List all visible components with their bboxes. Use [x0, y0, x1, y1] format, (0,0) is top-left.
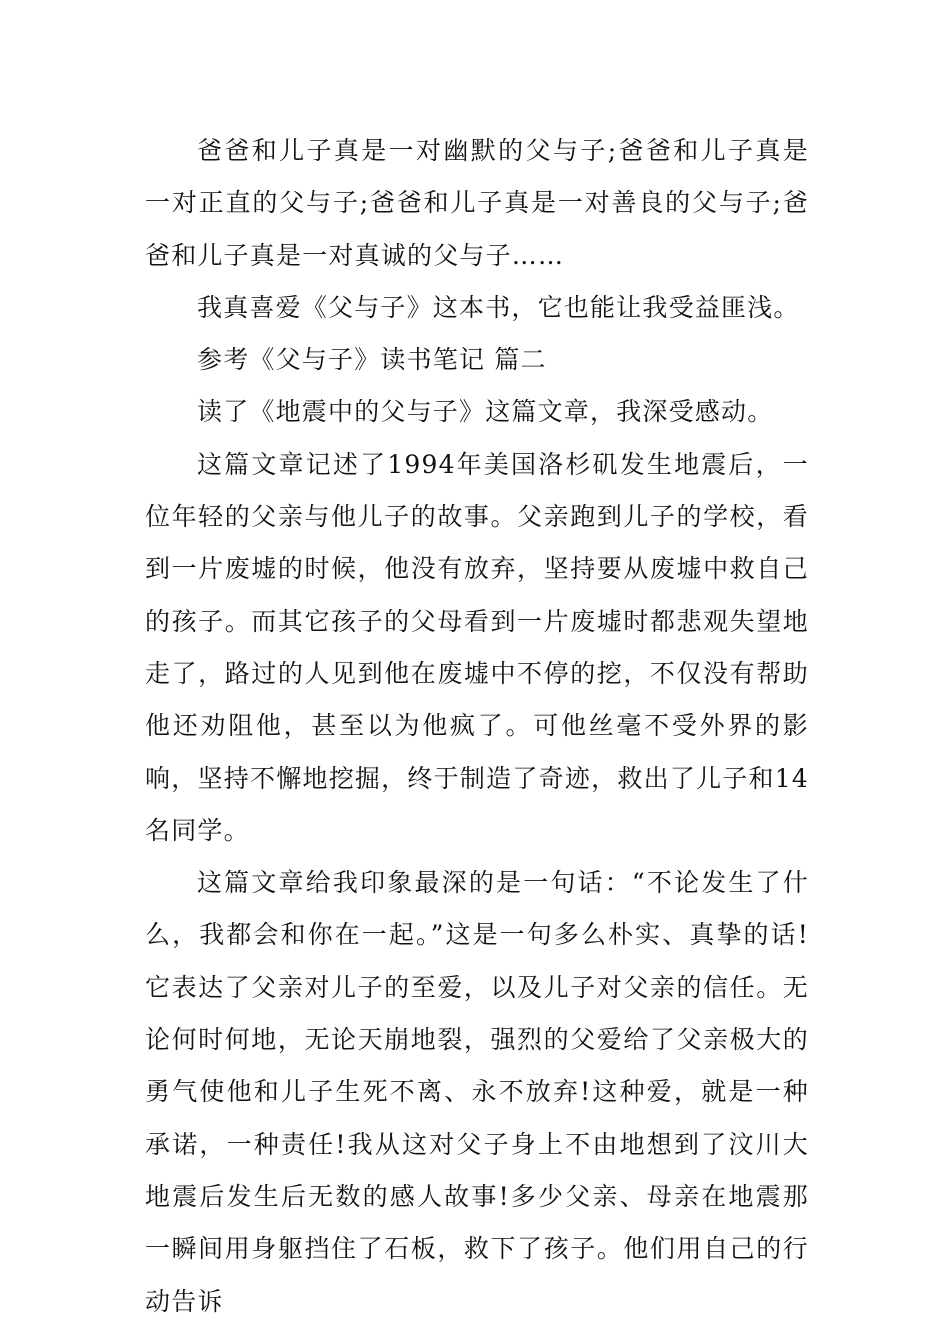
paragraph-earthquake-story: 这篇文章记述了1994年美国洛杉矶发生地震后，一位年轻的父亲与他儿子的故事。父亲跑到儿子的学校，看到一片废墟的时候，他没有放弃，坚持要从废墟中救自己的孩子。而其它孩子的父母看到一片废墟时都悲观失望地走了，路过的人见到他在废墟中不停的挖，不仅没有帮助他还劝阻他，甚至以为他疯了。可他丝毫不受外界的影响，坚持不懈地挖掘，终于制造了奇迹，救出了儿子和14名同学。: [145, 449, 809, 845]
document-body: [145, 125, 809, 1328]
paragraph-humorous-father-son: 爸爸和儿子真是一对幽默的父与子;爸爸和儿子真是一对正直的父与子;爸爸和儿子真是一对善良的父与子;爸爸和儿子真是一对真诚的父与子……: [145, 136, 809, 270]
paragraph-book-benefit: 我真喜爱《父与子》这本书，它也能让我受益匪浅。: [197, 292, 800, 322]
paragraph-deepest-impression: 这篇文章给我印象最深的是一句话：“不论发生了什么，我都会和你在一起。”这是一句多么朴实、真挚的话!它表达了父亲对儿子的至爱，以及儿子对父亲的信任。无论何时何地，无论天崩地裂，强烈的父爱给了父亲极大的勇气使他和儿子生死不离、永不放弃!这种爱，就是一种承诺，一种责任!我从这对父子身上不由地想到了汶川大地震后发生后无数的感人故事!多少父亲、母亲在地震那一瞬间用身躯挡住了石板，救下了孩子。他们用自己的行动告诉: [145, 868, 809, 1316]
paragraph-deeply-moved: 读了《地震中的父与子》这篇文章，我深受感动。: [197, 397, 774, 427]
section-heading-part-two: 参考《父与子》读书笔记 篇二: [197, 345, 547, 375]
